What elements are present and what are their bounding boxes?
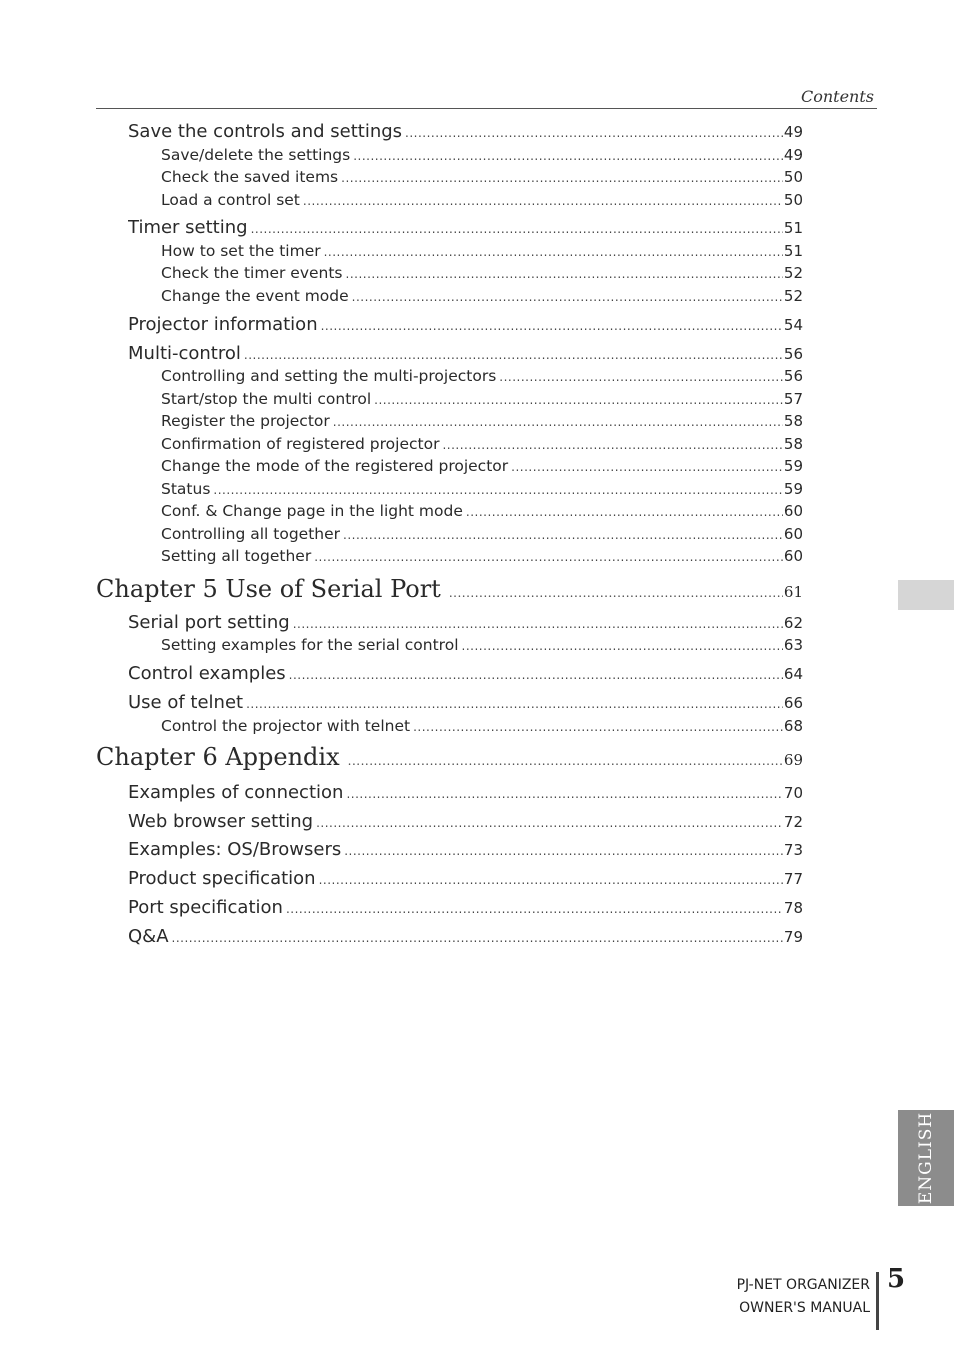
toc-dot-leader: [442, 438, 782, 452]
toc-dot-leader: [333, 415, 783, 429]
toc-dot-leader: [324, 245, 783, 259]
footer-line-1: PJ-NET ORGANIZER: [736, 1277, 870, 1293]
toc-dot-leader: [413, 720, 783, 734]
toc-subsection-entry: [161, 525, 803, 543]
toc-chapter-heading: [96, 575, 803, 603]
toc-entry-title: Examples: OS/Browsers: [128, 839, 342, 860]
toc-entry-title: Check the saved items: [161, 168, 339, 186]
toc-page-number: 66: [783, 694, 803, 712]
language-tab: [898, 1110, 954, 1206]
toc-section-entry: [128, 343, 803, 364]
toc-section-entry: [128, 811, 803, 832]
toc-subsection-entry: [161, 636, 803, 654]
toc-entry-title: Load a control set: [161, 191, 300, 209]
toc-entry-title: Chapter 5 Use of Serial Port: [96, 575, 441, 603]
toc-dot-leader: [344, 844, 783, 858]
toc-subsection-entry: [161, 367, 803, 385]
toc-page-number: 63: [783, 636, 803, 654]
toc-entry-title: Timer setting: [128, 217, 248, 238]
toc-dot-leader: [293, 617, 783, 631]
toc-subsection-entry: [161, 264, 803, 282]
toc-dot-leader: [346, 787, 782, 801]
toc-dot-leader: [346, 267, 783, 281]
toc-section-entry: [128, 314, 803, 335]
toc-dot-leader: [172, 931, 783, 945]
toc-subsection-entry: [161, 191, 803, 209]
toc-page-number: 72: [783, 813, 803, 831]
toc-dot-leader: [321, 319, 783, 333]
toc-entry-title: Use of telnet: [128, 692, 244, 713]
toc-page-number: 49: [783, 146, 803, 164]
toc-page-number: 58: [783, 412, 803, 430]
toc-page-number: 70: [783, 784, 803, 802]
toc-subsection-entry: [161, 547, 803, 565]
footer-divider: [876, 1272, 879, 1330]
toc-entry-title: Register the projector: [161, 412, 330, 430]
toc-subsection-entry: [161, 412, 803, 430]
toc-page-number: 64: [783, 665, 803, 683]
toc-subsection-entry: [161, 146, 803, 164]
toc-dot-leader: [314, 550, 783, 564]
toc-page-number: 58: [783, 435, 803, 453]
toc-dot-leader: [374, 393, 783, 407]
toc-page-number: 52: [783, 287, 803, 305]
toc-page-number: 51: [783, 242, 803, 260]
toc-dot-leader: [341, 171, 783, 185]
toc-subsection-entry: [161, 480, 803, 498]
toc-page-number: 61: [783, 583, 803, 601]
toc-page-number: 60: [783, 547, 803, 565]
toc-section-entry: [128, 612, 803, 633]
toc-dot-leader: [213, 483, 783, 497]
toc-entry-title: Setting all together: [161, 547, 312, 565]
gray-tab-marker: [898, 580, 954, 610]
toc-entry-title: Conf. & Change page in the light mode: [161, 502, 463, 520]
toc-page-number: 62: [783, 614, 803, 632]
toc-page-number: 73: [783, 841, 803, 859]
toc-dot-leader: [289, 668, 783, 682]
toc-page-number: 60: [783, 502, 803, 520]
toc-entry-title: Chapter 6 Appendix: [96, 743, 340, 771]
toc-entry-title: Change the mode of the registered projector: [161, 457, 509, 475]
toc-section-entry: [128, 782, 803, 803]
toc-entry-title: Change the event mode: [161, 287, 349, 305]
toc-entry-title: Check the timer events: [161, 264, 343, 282]
page-number: 5: [887, 1264, 906, 1294]
toc-subsection-entry: [161, 390, 803, 408]
toc-section-entry: [128, 663, 803, 684]
toc-page-number: 52: [783, 264, 803, 282]
toc-dot-leader: [499, 370, 783, 384]
toc-section-entry: [128, 926, 803, 947]
toc-page-number: 57: [783, 390, 803, 408]
toc-page-number: 77: [783, 870, 803, 888]
toc-dot-leader: [466, 505, 783, 519]
toc-dot-leader: [244, 348, 783, 362]
toc-entry-title: Web browser setting: [128, 811, 314, 832]
toc-entry-title: Control examples: [128, 663, 286, 684]
toc-entry-title: Examples of connection: [128, 782, 344, 803]
footer-line-2: OWNER'S MANUAL: [739, 1300, 870, 1316]
toc-dot-leader: [319, 873, 783, 887]
toc-subsection-entry: [161, 287, 803, 305]
toc-entry-title: Control the projector with telnet: [161, 717, 411, 735]
toc-page-number: 54: [783, 316, 803, 334]
toc-section-entry: [128, 217, 803, 238]
toc-section-entry: [128, 839, 803, 860]
toc-subsection-entry: [161, 717, 803, 735]
toc-entry-title: Confirmation of registered projector: [161, 435, 440, 453]
toc-page-number: 56: [783, 367, 803, 385]
toc-page-number: 56: [783, 345, 803, 363]
toc-dot-leader: [251, 222, 783, 236]
toc-page-number: 78: [783, 899, 803, 917]
toc-entry-title: Serial port setting: [128, 612, 290, 633]
toc-subsection-entry: [161, 242, 803, 260]
toc-dot-leader: [462, 639, 783, 653]
toc-dot-leader: [246, 697, 783, 711]
toc-subsection-entry: [161, 457, 803, 475]
toc-entry-title: Start/stop the multi control: [161, 390, 372, 408]
toc-dot-leader: [343, 528, 783, 542]
toc-section-entry: [128, 121, 803, 142]
language-tab-label: ENGLISH: [916, 1111, 936, 1205]
toc-page-number: 49: [783, 123, 803, 141]
toc-entry-title: Save/delete the settings: [161, 146, 351, 164]
toc-entry-title: How to set the timer: [161, 242, 321, 260]
toc-entry-title: Port specification: [128, 897, 283, 918]
toc-page-number: 59: [783, 457, 803, 475]
toc-dot-leader: [353, 149, 783, 163]
toc-dot-leader: [405, 126, 783, 140]
toc-entry-title: Projector information: [128, 314, 318, 335]
toc-page-number: 50: [783, 191, 803, 209]
toc-subsection-entry: [161, 502, 803, 520]
toc-dot-leader: [286, 902, 783, 916]
toc-dot-leader: [348, 754, 783, 768]
toc-entry-title: Status: [161, 480, 211, 498]
toc-entry-title: Setting examples for the serial control: [161, 636, 459, 654]
toc-section-entry: [128, 868, 803, 889]
header-label: Contents: [800, 87, 874, 106]
toc-page-number: 60: [783, 525, 803, 543]
toc-entry-title: Multi-control: [128, 343, 241, 364]
toc-section-entry: [128, 692, 803, 713]
toc-page-number: 68: [783, 717, 803, 735]
toc-entry-title: Controlling all together: [161, 525, 341, 543]
toc-page-number: 50: [783, 168, 803, 186]
toc-page-number: 59: [783, 480, 803, 498]
toc-section-entry: [128, 897, 803, 918]
toc-dot-leader: [303, 194, 783, 208]
toc-chapter-heading: [96, 743, 803, 771]
footer-manual-title: [737, 1274, 870, 1320]
toc-dot-leader: [316, 816, 783, 830]
toc-dot-leader: [352, 290, 783, 304]
toc-page-number: 51: [783, 219, 803, 237]
toc-dot-leader: [449, 586, 783, 600]
toc-entry-title: Save the controls and settings: [128, 121, 403, 142]
toc-dot-leader: [511, 460, 783, 474]
toc-entry-title: Controlling and setting the multi-projectors: [161, 367, 497, 385]
toc-subsection-entry: [161, 435, 803, 453]
toc-subsection-entry: [161, 168, 803, 186]
toc-page-number: 69: [783, 751, 803, 769]
toc-page-number: 79: [783, 928, 803, 946]
toc-entry-title: Q&A: [128, 926, 169, 947]
toc-entry-title: Product specification: [128, 868, 316, 889]
